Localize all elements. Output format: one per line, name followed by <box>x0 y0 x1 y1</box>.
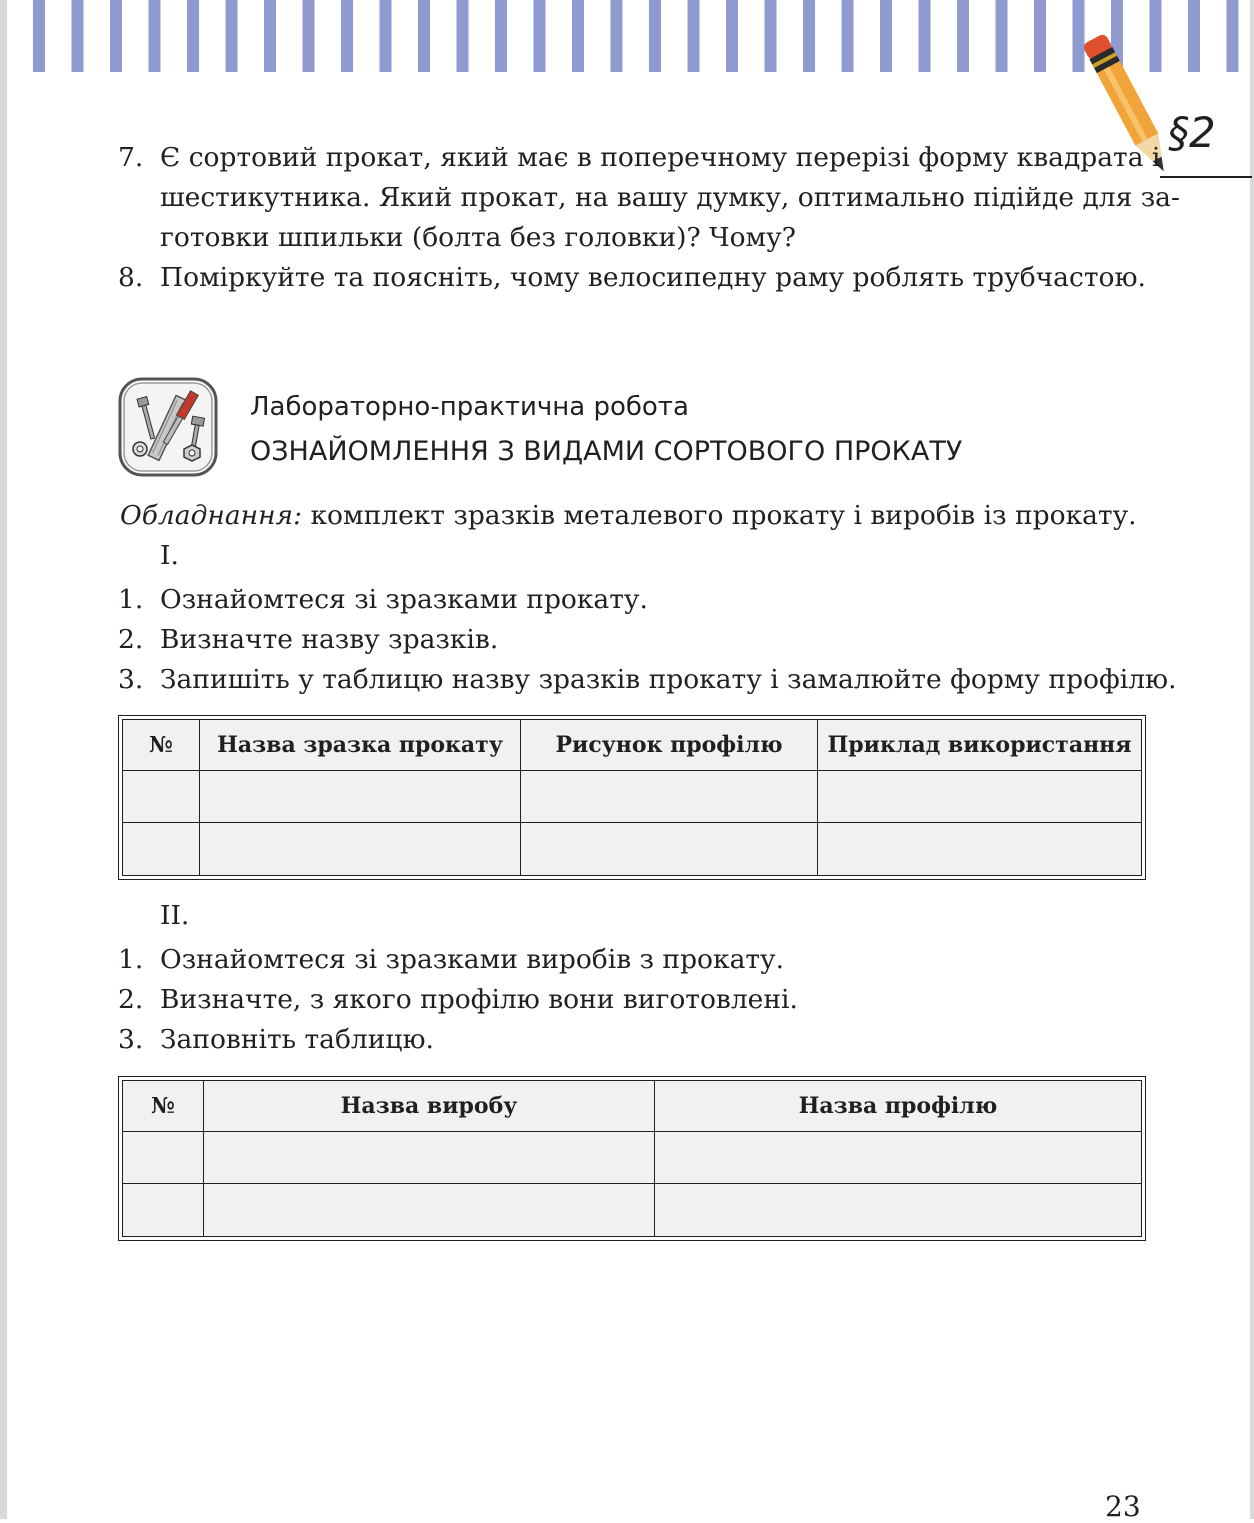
table-row <box>123 1184 1142 1237</box>
table-row <box>123 770 1142 823</box>
step-number: 3. <box>118 664 144 695</box>
part-2-heading: II. <box>160 900 190 931</box>
step-number: 3. <box>118 1024 144 1055</box>
page-edge-right <box>1250 0 1254 1519</box>
equipment-text: комплект зразків металевого прокату і виробів із прокату. <box>302 500 1137 531</box>
section-mark: §2 <box>1168 108 1216 157</box>
step-text: Заповніть таблицю. <box>160 1024 434 1055</box>
step-number: 1. <box>118 584 144 615</box>
page-number: 23 <box>1105 1490 1141 1523</box>
table-cell[interactable] <box>818 823 1142 876</box>
table-cell[interactable] <box>655 1184 1142 1237</box>
step-number: 2. <box>118 984 144 1015</box>
rolled-stock-table <box>118 715 1146 880</box>
tools-icon <box>118 377 218 477</box>
table-cell[interactable] <box>204 1184 655 1237</box>
table-header-profile-name: Назва профілю <box>655 1081 1142 1132</box>
lab-title: Лабораторно-практична робота <box>250 392 689 422</box>
question-number: 8. <box>118 262 144 293</box>
table-cell[interactable] <box>655 1131 1142 1184</box>
step-text: Ознайомтеся зі зразками виробів з прокату. <box>160 944 785 975</box>
step-number: 2. <box>118 624 144 655</box>
table-cell[interactable] <box>204 1131 655 1184</box>
table-cell[interactable] <box>123 770 200 823</box>
equipment-line <box>120 500 1137 531</box>
table-cell[interactable] <box>818 770 1142 823</box>
table-row <box>123 823 1142 876</box>
table-header-usage-example: Приклад використання <box>818 720 1142 771</box>
table-header-product-name: Назва виробу <box>204 1081 655 1132</box>
table-cell[interactable] <box>521 823 818 876</box>
table-cell[interactable] <box>200 770 521 823</box>
table-cell[interactable] <box>521 770 818 823</box>
step-text: Запишіть у таблицю назву зразків прокату і замалюйте форму профілю. <box>160 664 1177 695</box>
question-line: шестикутника. Який прокат, на вашу думку, оптимально підійде для за- <box>160 182 1180 213</box>
table-cell[interactable] <box>123 1184 204 1237</box>
step-text: Визначте назву зразків. <box>160 624 499 655</box>
lab-subtitle: ОЗНАЙОМЛЕННЯ З ВИДАМИ СОРТОВОГО ПРОКАТУ <box>250 436 963 467</box>
table-header-sample-name: Назва зразка прокату <box>200 720 521 771</box>
table-cell[interactable] <box>123 1131 204 1184</box>
question-line: Поміркуйте та поясніть, чому велосипедну раму роблять трубчастою. <box>160 262 1146 293</box>
question-number: 7. <box>118 142 144 173</box>
table-row <box>123 1131 1142 1184</box>
question-line: Є сортовий прокат, який має в поперечному перерізі форму квадрата і <box>160 142 1161 173</box>
header-stripes <box>20 0 1250 72</box>
table-header-number: № <box>123 1081 204 1132</box>
table-cell[interactable] <box>123 823 200 876</box>
table-cell[interactable] <box>200 823 521 876</box>
equipment-label: Обладнання: <box>120 500 303 531</box>
step-text: Визначте, з якого профілю вони виготовлені. <box>160 984 798 1015</box>
part-1-heading: I. <box>160 540 179 571</box>
products-table <box>118 1076 1146 1241</box>
step-number: 1. <box>118 944 144 975</box>
page-edge-left <box>0 0 7 1519</box>
table-header-profile-drawing: Рисунок профілю <box>521 720 818 771</box>
table-header-number: № <box>123 720 200 771</box>
question-line: готовки шпильки (болта без головки)? Чому? <box>160 222 796 253</box>
step-text: Ознайомтеся зі зразками прокату. <box>160 584 648 615</box>
